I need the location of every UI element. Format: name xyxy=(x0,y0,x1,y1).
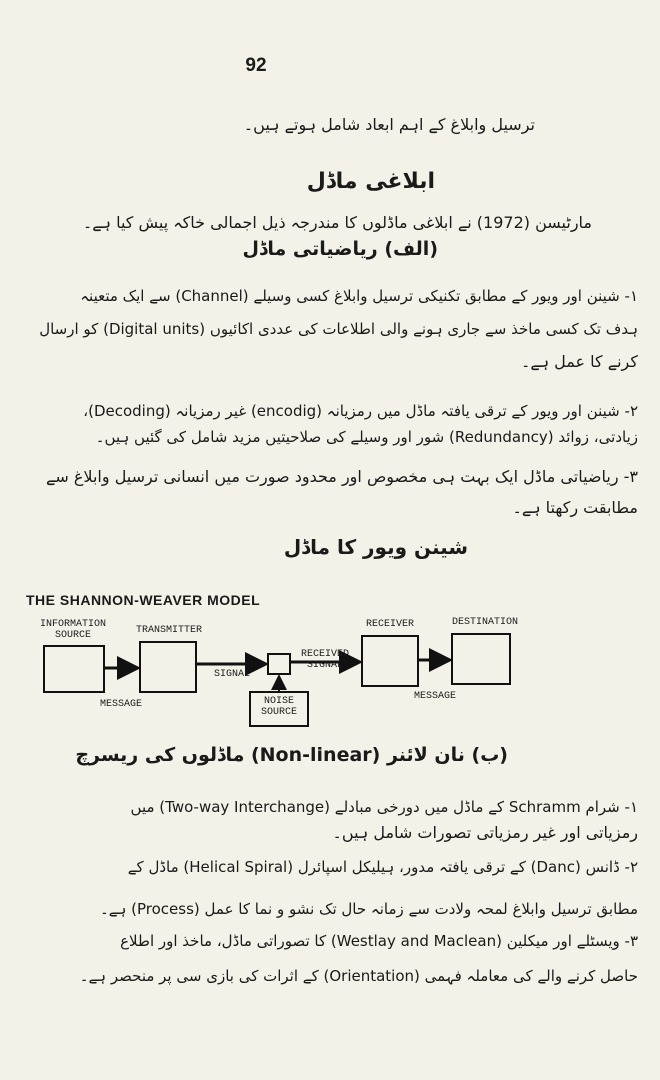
subsection-heading: شینن ویور کا ماڈل xyxy=(283,535,468,559)
subsection-heading: (ب) نان لائنر (Non-linear) ماڈلوں کی ریسرچ xyxy=(75,744,508,766)
noise-source-label: NOISE SOURCE xyxy=(260,696,297,718)
destination-label: DESTINATION xyxy=(451,617,518,628)
diagram-title: THE SHANNON-WEAVER MODEL xyxy=(26,592,261,608)
text-line: ہدف تک کسی ماخذ سے جاری ہونے والی اطلاعات کی عددی اکائیوں (Digital units) کو ارسال xyxy=(39,320,638,338)
page-number: 92 xyxy=(245,55,267,76)
text-line: کرنے کا عمل ہے۔ xyxy=(520,352,638,371)
noise-junction-box xyxy=(268,654,290,674)
text-line: ۲- ڈانس (Danc) کے ترقی یافتہ مدور، ہیلیکل اسپائرل (Helical Spiral) ماڈل کے xyxy=(127,858,638,876)
receiver-box xyxy=(362,636,418,686)
text-line: مطابق ترسیل وابلاغ لمحہ ولادت سے زمانہ حال تک نشو و نما کا عمل (Process) ہے۔ xyxy=(100,900,638,918)
transmitter-box xyxy=(140,642,196,692)
text-line: ۲- شینن اور ویور کے ترقی یافتہ ماڈل میں رمزیانہ (encodig) غیر رمزیانہ (Decoding)، xyxy=(83,402,638,420)
section-heading: ابلاغی ماڈل xyxy=(306,169,435,194)
message-right-label: MESSAGE xyxy=(413,691,456,702)
text-line: ۱- شینن اور ویور کے مطابق تکنیکی ترسیل وابلاغ کسی وسیلے (Channel) سے ایک متعینہ xyxy=(80,287,638,305)
receiver-label: RECEIVER xyxy=(365,619,414,630)
text-line: حاصل کرنے والے کی معاملہ فہمی (Orientation) کے اثرات کی بازی سی پر منحصر ہے۔ xyxy=(79,967,638,985)
text-line: ترسیل وابلاغ کے اہم ابعاد شامل ہوتے ہیں۔ xyxy=(243,115,535,134)
transmitter-label: TRANSMITTER xyxy=(135,625,202,636)
text-line: مطابقت رکھتا ہے۔ xyxy=(512,498,638,517)
text-line: ۱- شرام Schramm کے ماڈل میں دورخی مبادلے (Two-way Interchange) میں xyxy=(130,798,638,816)
message-left-label: MESSAGE xyxy=(99,699,142,710)
received-signal-label: RECEIVED SIGNAL xyxy=(300,649,349,671)
info-source-label: INFORMATION SOURCE xyxy=(39,619,106,641)
text-line: زیادتی، زوائد (Redundancy) شور اور وسیلے کی صلاحیتیں مزید شامل کی گئیں ہیں۔ xyxy=(95,428,638,446)
text-line: ۳- ریاضیاتی ماڈل ایک بہت ہی مخصوص اور محدود صورت میں انسانی ترسیل وابلاغ سے xyxy=(46,467,638,486)
info-source-box xyxy=(44,646,104,692)
text-line: ۳- ویسٹلے اور میکلین (Westlay and Maclean) کا تصوراتی ماڈل، ماخذ اور اطلاع xyxy=(120,932,638,950)
subsection-heading: (الف) ریاضیاتی ماڈل xyxy=(242,238,438,260)
text-line: رمزیاتی اور غیر رمزیاتی تصورات شامل ہیں۔ xyxy=(332,823,638,842)
shannon-weaver-diagram xyxy=(20,582,540,732)
signal-label: SIGNAL xyxy=(213,669,250,680)
text-line: مارٹیسن (1972) نے ابلاغی ماڈلوں کا مندرجہ ذیل اجمالی خاکہ پیش کیا ہے۔ xyxy=(82,213,592,232)
destination-box xyxy=(452,634,510,684)
